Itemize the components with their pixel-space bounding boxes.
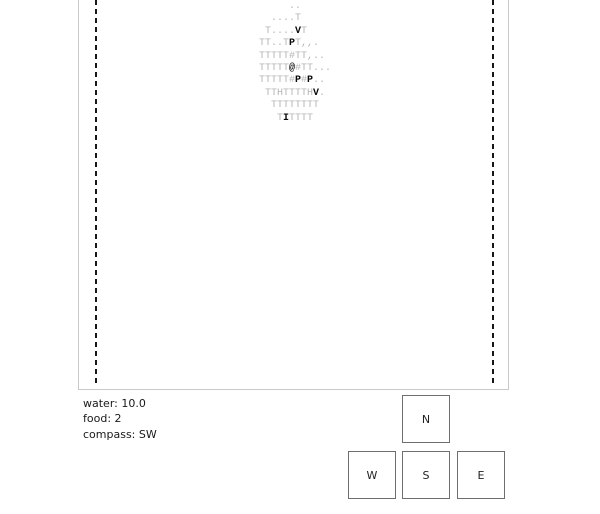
status-panel	[83, 396, 157, 442]
map-boundary-left	[95, 0, 97, 384]
ascii-map	[259, 1, 331, 125]
north-button[interactable]: N	[402, 395, 450, 443]
map-row: ..	[259, 1, 302, 12]
map-row: TT..TPT,,.	[259, 38, 320, 50]
status-compass: compass: SW	[83, 427, 157, 441]
map-row: TTTTT#P#P..	[259, 75, 326, 87]
map-row: TITTTT	[259, 112, 314, 124]
status-food: food: 2	[83, 412, 122, 426]
map-row: T....VT	[259, 25, 308, 37]
map-row: TTTTT#TT,..	[259, 50, 326, 62]
map-row: TTTTT@#TT...	[259, 63, 332, 75]
west-button[interactable]: W	[348, 451, 396, 499]
map-row: TTHTTTTHV.	[259, 87, 326, 99]
map-frame	[78, 0, 509, 390]
south-button[interactable]: S	[402, 451, 450, 499]
status-water: water: 10.0	[83, 397, 146, 410]
east-button[interactable]: E	[457, 451, 505, 499]
map-boundary-right	[492, 0, 494, 384]
map-row: TTTTTTTT	[259, 100, 320, 112]
map-row: ....T	[259, 13, 302, 25]
